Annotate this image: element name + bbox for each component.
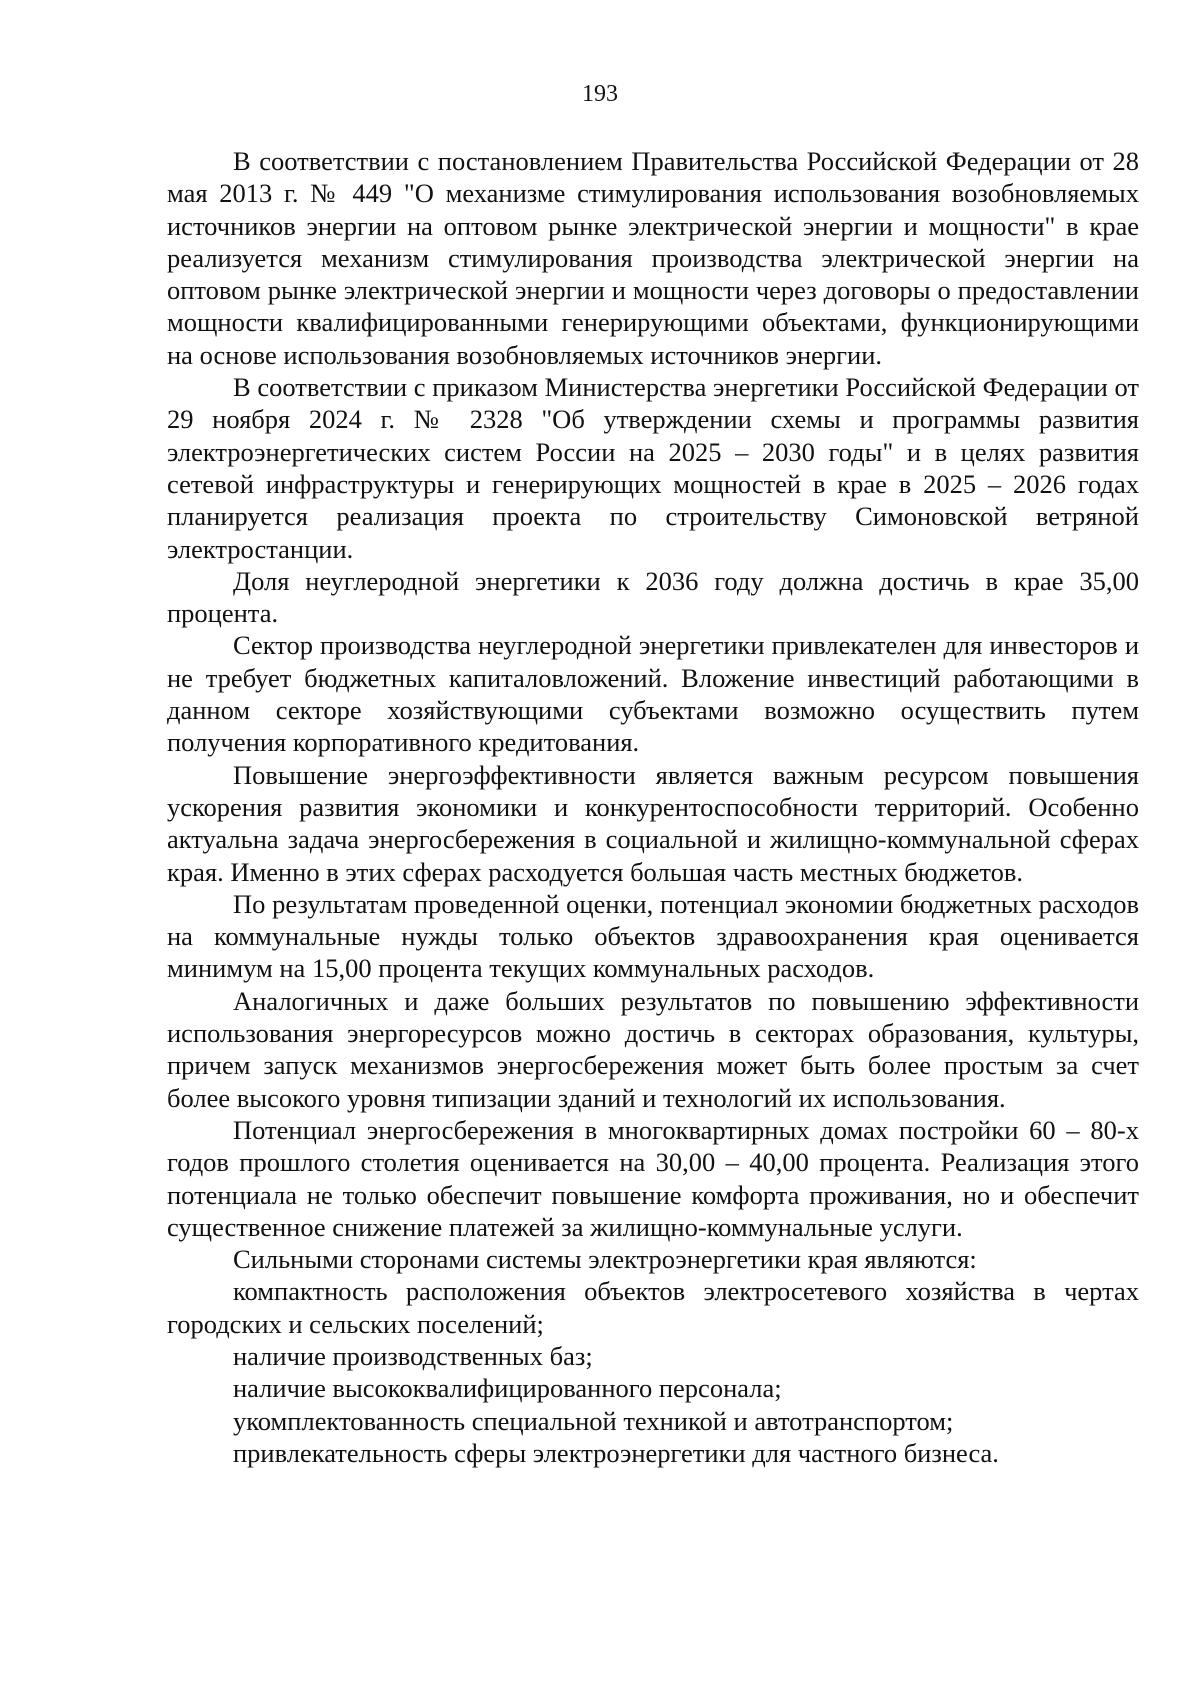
paragraph: Аналогичных и даже больших результатов по повышению эффективности использования энергоресурсов можно достичь в секторах образования, культуры, причем запуск механизмов энергосбережения может быть более простым за счет более высокого уровня типизации зданий и технологий их использования. [167, 985, 1139, 1113]
paragraph: Сектор производства неуглеродной энергетики привлекателен для инвесторов и не требует бюджетных капиталовложений. Вложение инвестиций работающими в данном секторе хозяйствующими субъектами возможно осуществить путем получения корпоративного кредитования. [167, 630, 1139, 758]
paragraph: В соответствии с постановлением Правительства Российской Федерации от 28 мая 2013 г. № 449 "О механизме стимулирования использования возобновляемых источников энергии на оптовом рынке электрической энергии и мощности" в крае реализуется механизм стимулирования производства электрической энергии на оптовом рынке электрической энергии и мощности через договоры о предоставлении мощности квалифицированными генерирующими объектами, функционирующими на основе использования возобновляемых источников энергии. [167, 146, 1139, 370]
paragraph: Повышение энергоэффективности является важным ресурсом повышения ускорения развития экономики и конкурентоспособности территорий. Особенно актуальна задача энергосбережения в социальной и жилищно-коммунальной сферах края. Именно в этих сферах расходуется большая часть местных бюджетов. [167, 759, 1139, 887]
document-body [167, 145, 1139, 1469]
paragraph: Доля неуглеродной энергетики к 2036 году должна достичь в крае 35,00 процента. [167, 565, 1139, 629]
list-item: наличие высококвалифицированного персонала; [233, 1373, 782, 1404]
list-intro: Сильными сторонами системы электроэнергетики края являются: [233, 1244, 977, 1275]
list-item: компактность расположения объектов электросетевого хозяйства в чертах городских и сельских поселений; [167, 1276, 1139, 1339]
list-item: привлекательность сферы электроэнергетики для частного бизнеса. [233, 1437, 999, 1468]
paragraph: По результатам проведенной оценки, потенциал экономии бюджетных расходов на коммунальные нужды только объектов здравоохранения края оценивается минимум на 15,00 процента текущих коммунальных расходов. [167, 888, 1139, 984]
paragraph: Потенциал энергосбережения в многоквартирных домах постройки 60 – 80-х годов прошлого столетия оценивается на 30,00 – 40,00 процента. Реализация этого потенциала не только обеспечит повышение комфорта проживания, но и обеспечит существенное снижение платежей за жилищно-коммунальные услуги. [167, 1114, 1139, 1242]
paragraph: В соответствии с приказом Министерства энергетики Российской Федерации от 29 ноября 2024 г. № 2328 "Об утверждении схемы и программы развития электроэнергетических систем России на 2025 – 2030 годы" и в целях развития сетевой инфраструктуры и генерирующих мощностей в крае в 2025 – 2026 годах планируется реализация проекта по строительству Симоновской ветряной электростанции. [167, 372, 1139, 564]
page-number: 193 [582, 81, 618, 107]
list-item: укомплектованность специальной техникой и автотранспортом; [233, 1405, 954, 1436]
list-item: наличие производственных баз; [233, 1340, 593, 1371]
